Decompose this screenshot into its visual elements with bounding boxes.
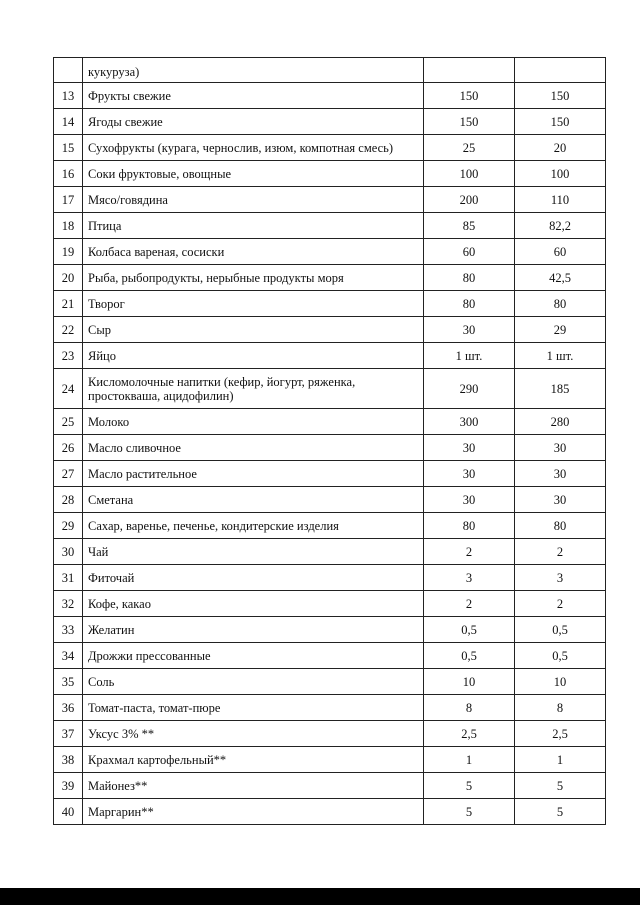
row-number-cell: 25 [54, 409, 83, 435]
value-cell-2: 30 [515, 487, 606, 513]
product-name-cell: Сметана [83, 487, 424, 513]
product-name-cell: Творог [83, 291, 424, 317]
row-number-cell: 26 [54, 435, 83, 461]
table-row [54, 58, 606, 83]
value-cell-1: 80 [424, 513, 515, 539]
value-cell-2: 10 [515, 669, 606, 695]
row-number-cell: 14 [54, 109, 83, 135]
table-row [54, 643, 606, 669]
value-cell-2: 150 [515, 109, 606, 135]
value-cell-1: 80 [424, 265, 515, 291]
row-number-cell: 36 [54, 695, 83, 721]
product-name-cell: Кисломолочные напитки (кефир, йогурт, ряженка, простокваша, ацидофилин) [83, 369, 424, 409]
row-number-cell: 31 [54, 565, 83, 591]
value-cell-1: 25 [424, 135, 515, 161]
row-number-cell: 33 [54, 617, 83, 643]
table-row [54, 565, 606, 591]
table-row [54, 617, 606, 643]
table-row [54, 513, 606, 539]
value-cell-2: 110 [515, 187, 606, 213]
product-name-cell: Масло растительное [83, 461, 424, 487]
table-row [54, 187, 606, 213]
product-name-cell: Дрожжи прессованные [83, 643, 424, 669]
value-cell-2: 0,5 [515, 643, 606, 669]
value-cell-1: 10 [424, 669, 515, 695]
row-number-cell: 13 [54, 83, 83, 109]
value-cell-2: 0,5 [515, 617, 606, 643]
product-name-cell: Майонез** [83, 773, 424, 799]
value-cell-1: 30 [424, 487, 515, 513]
value-cell-2 [515, 58, 606, 83]
value-cell-1: 150 [424, 83, 515, 109]
product-name-cell: Соки фруктовые, овощные [83, 161, 424, 187]
value-cell-1: 200 [424, 187, 515, 213]
value-cell-1: 1 шт. [424, 343, 515, 369]
value-cell-2: 30 [515, 461, 606, 487]
product-name-cell: Кофе, какао [83, 591, 424, 617]
row-number-cell: 38 [54, 747, 83, 773]
product-name-cell: Молоко [83, 409, 424, 435]
product-name-cell: Яйцо [83, 343, 424, 369]
product-name-cell: Фрукты свежие [83, 83, 424, 109]
row-number-cell: 40 [54, 799, 83, 825]
row-number-cell: 37 [54, 721, 83, 747]
row-number-cell: 20 [54, 265, 83, 291]
product-name-cell: Сухофрукты (курага, чернослив, изюм, компотная смесь) [83, 135, 424, 161]
food-norms-table [53, 57, 606, 825]
product-name-cell: Соль [83, 669, 424, 695]
value-cell-1: 80 [424, 291, 515, 317]
product-name-cell: Крахмал картофельный** [83, 747, 424, 773]
row-number-cell: 16 [54, 161, 83, 187]
value-cell-1: 0,5 [424, 617, 515, 643]
value-cell-2: 185 [515, 369, 606, 409]
row-number-cell: 30 [54, 539, 83, 565]
row-number-cell: 39 [54, 773, 83, 799]
product-name-cell: Чай [83, 539, 424, 565]
row-number-cell: 29 [54, 513, 83, 539]
value-cell-2: 29 [515, 317, 606, 343]
table-row [54, 369, 606, 409]
row-number-cell: 32 [54, 591, 83, 617]
row-number-cell: 28 [54, 487, 83, 513]
value-cell-2: 150 [515, 83, 606, 109]
row-number-cell: 34 [54, 643, 83, 669]
value-cell-1: 1 [424, 747, 515, 773]
table-row [54, 747, 606, 773]
row-number-cell: 35 [54, 669, 83, 695]
table-row [54, 239, 606, 265]
value-cell-1: 30 [424, 317, 515, 343]
product-name-cell: Масло сливочное [83, 435, 424, 461]
value-cell-1: 150 [424, 109, 515, 135]
product-name-cell: Ягоды свежие [83, 109, 424, 135]
product-name-cell: Птица [83, 213, 424, 239]
row-number-cell: 22 [54, 317, 83, 343]
table-row [54, 591, 606, 617]
product-name-cell: Рыба, рыбопродукты, нерыбные продукты моря [83, 265, 424, 291]
row-number-cell [54, 58, 83, 83]
row-number-cell: 19 [54, 239, 83, 265]
value-cell-1: 3 [424, 565, 515, 591]
value-cell-1: 60 [424, 239, 515, 265]
product-name-cell: Маргарин** [83, 799, 424, 825]
product-name-cell: Колбаса вареная, сосиски [83, 239, 424, 265]
product-name-cell: Сыр [83, 317, 424, 343]
value-cell-2: 2 [515, 539, 606, 565]
value-cell-2: 60 [515, 239, 606, 265]
table-row [54, 213, 606, 239]
row-number-cell: 21 [54, 291, 83, 317]
table-row [54, 109, 606, 135]
row-number-cell: 24 [54, 369, 83, 409]
value-cell-2: 100 [515, 161, 606, 187]
table-row [54, 773, 606, 799]
row-number-cell: 17 [54, 187, 83, 213]
value-cell-1 [424, 58, 515, 83]
value-cell-2: 3 [515, 565, 606, 591]
value-cell-1: 0,5 [424, 643, 515, 669]
product-name-cell: Томат-паста, томат-пюре [83, 695, 424, 721]
value-cell-2: 1 шт. [515, 343, 606, 369]
value-cell-1: 290 [424, 369, 515, 409]
product-name-cell: Желатин [83, 617, 424, 643]
value-cell-2: 2 [515, 591, 606, 617]
value-cell-1: 30 [424, 435, 515, 461]
value-cell-1: 30 [424, 461, 515, 487]
value-cell-2: 42,5 [515, 265, 606, 291]
product-name-cell: Мясо/говядина [83, 187, 424, 213]
table-row [54, 461, 606, 487]
value-cell-1: 100 [424, 161, 515, 187]
table-row [54, 343, 606, 369]
product-name-cell: Сахар, варенье, печенье, кондитерские изделия [83, 513, 424, 539]
value-cell-1: 8 [424, 695, 515, 721]
value-cell-1: 2 [424, 591, 515, 617]
table-row [54, 317, 606, 343]
value-cell-2: 20 [515, 135, 606, 161]
value-cell-2: 5 [515, 773, 606, 799]
value-cell-2: 82,2 [515, 213, 606, 239]
value-cell-1: 2,5 [424, 721, 515, 747]
table-body [54, 58, 606, 825]
table-row [54, 409, 606, 435]
product-name-cell: Фиточай [83, 565, 424, 591]
value-cell-2: 1 [515, 747, 606, 773]
table-row [54, 291, 606, 317]
table-row [54, 435, 606, 461]
row-number-cell: 15 [54, 135, 83, 161]
value-cell-2: 80 [515, 291, 606, 317]
value-cell-2: 2,5 [515, 721, 606, 747]
value-cell-2: 30 [515, 435, 606, 461]
product-name-cell: Уксус 3% ** [83, 721, 424, 747]
row-number-cell: 18 [54, 213, 83, 239]
value-cell-1: 300 [424, 409, 515, 435]
value-cell-2: 5 [515, 799, 606, 825]
value-cell-2: 8 [515, 695, 606, 721]
table-row [54, 669, 606, 695]
value-cell-1: 5 [424, 799, 515, 825]
table-row [54, 799, 606, 825]
scan-bottom-border [0, 888, 640, 905]
product-name-cell: кукуруза) [83, 58, 424, 83]
value-cell-1: 2 [424, 539, 515, 565]
table-row [54, 135, 606, 161]
value-cell-1: 85 [424, 213, 515, 239]
value-cell-2: 80 [515, 513, 606, 539]
row-number-cell: 27 [54, 461, 83, 487]
table-row [54, 721, 606, 747]
table-row [54, 83, 606, 109]
value-cell-2: 280 [515, 409, 606, 435]
table-row [54, 487, 606, 513]
table-row [54, 695, 606, 721]
table-row [54, 539, 606, 565]
row-number-cell: 23 [54, 343, 83, 369]
value-cell-1: 5 [424, 773, 515, 799]
table-row [54, 161, 606, 187]
table-row [54, 265, 606, 291]
